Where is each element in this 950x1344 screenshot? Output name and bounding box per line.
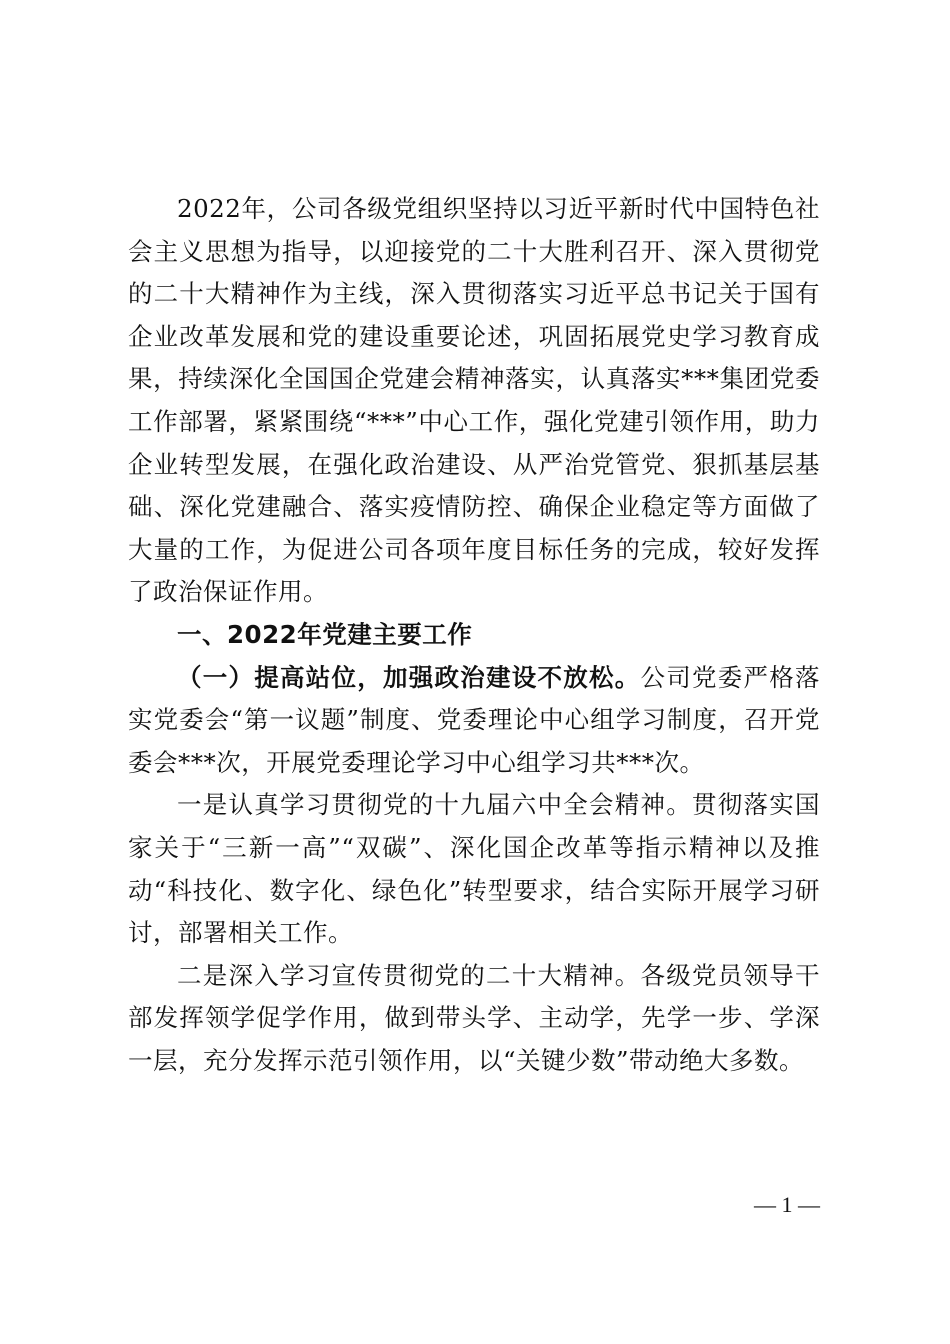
document-body [128,188,820,1082]
paragraph-point-one: 一是认真学习贯彻党的十九届六中全会精神。贯彻落实国家关于“三新一高”“双碳”、深化国企改革等指示精神以及推动“科技化、数字化、绿色化”转型要求，结合实际开展学习研讨，部署相关工作。 [128,790,820,948]
subsection-text: 公司党委严格落实党委会“第一议题”制度、党委理论中心组学习制度，召开党委会***次，开展党委理论学习中心组学习共***次。 [128,662,820,777]
paragraph-point-two: 二是深入学习宣传贯彻党的二十大精神。各级党员领导干部发挥领学促学作用，做到带头学、主动学，先学一步、学深一层，充分发挥示范引领作用，以“关键少数”带动绝大多数。 [128,960,820,1075]
paragraph-political-building [128,657,820,785]
section-heading: 一、2022年党建主要工作 [177,619,473,649]
paragraph-intro: 2022年，公司各级党组织坚持以习近平新时代中国特色社会主义思想为指导，以迎接党的二十大胜利召开、深入贯彻党的二十大精神作为主线，深入贯彻落实习近平总书记关于国有企业改革发展和党的建设重要论述，巩固拓展党史学习教育成果，持续深化全国国企党建会精神落实，认真落实***集团党委工作部署，紧紧围绕“***”中心工作，强化党建引领作用，助力企业转型发展，在强化政治建设、从严治党管党、狠抓基层基础、深化党建融合、落实疫情防控、确保企业稳定等方面做了大量的工作，为促进公司各项年度目标任务的完成，较好发挥了政治保证作用。 [128,194,820,607]
subsection-lead: （一）提高站位，加强政治建设不放松。 [177,662,641,692]
page-number: — 1 — [754,1192,820,1217]
